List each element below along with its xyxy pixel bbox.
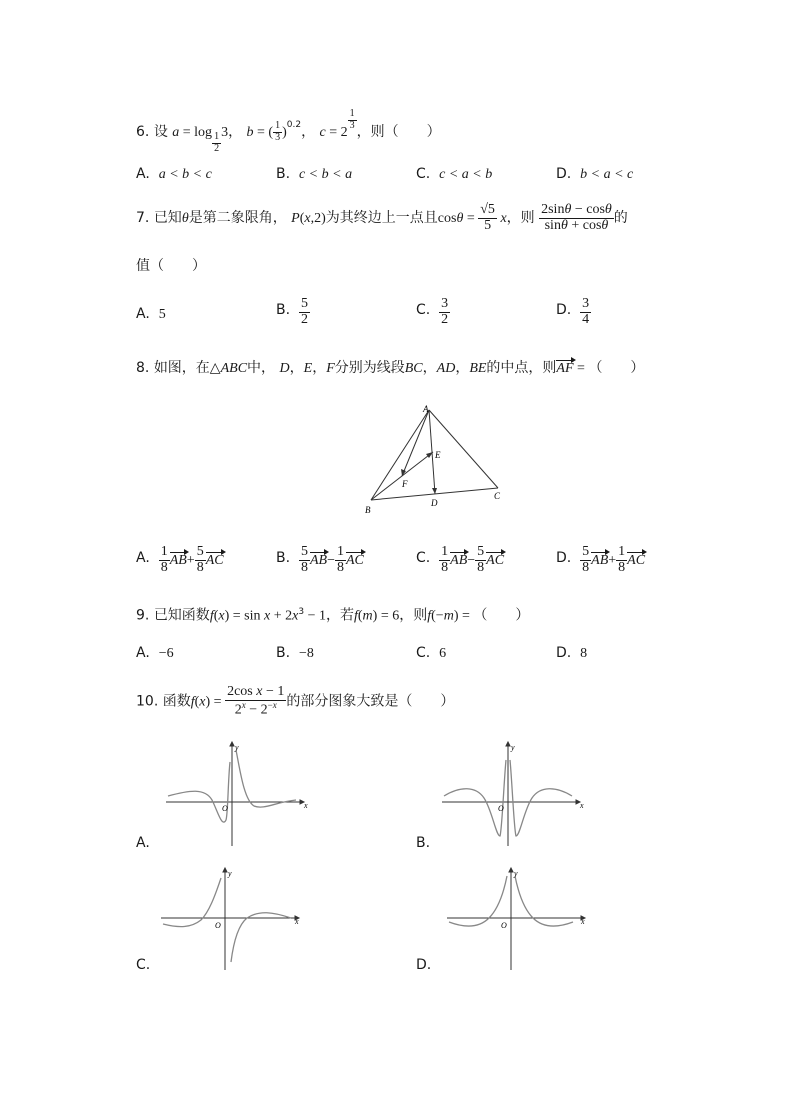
q8-option-a[interactable]: A. $\frac{1}{8}$ AB+ $\frac{5}{8}$ AC	[136, 544, 224, 575]
label-e: E	[435, 450, 441, 460]
q7-number: 7.	[136, 210, 150, 227]
q9-option-c[interactable]: C. 6	[416, 645, 447, 661]
svg-text:x: x	[581, 917, 585, 926]
q7-option-a[interactable]: A. 5	[136, 306, 166, 322]
label-a: A	[423, 404, 429, 414]
q10-graph-a	[160, 740, 310, 850]
q9-number: 9.	[136, 607, 150, 624]
q6-a-def: a	[172, 125, 180, 141]
q10-stem: 10. 函数f(x) = $\frac{\text{2cos x − 1}}{2^x - 2^{-x}}$ 的部分图象大致是（ ）	[136, 684, 455, 718]
q7-option-d[interactable]: D. $\frac{3}{4}$	[556, 296, 590, 327]
q9-option-b[interactable]: B. −8	[276, 645, 314, 661]
q7-option-b[interactable]: B. $\frac{5}{2}$	[276, 296, 308, 327]
q10-number: 10.	[136, 693, 159, 710]
q6-stem: 6. 设 a = log $_{\frac{1}{2}}$ 3， b = ( $\frac{1}{3}$ )$^{0.2}$， c = 2 $^{\frac{1}{3}}$ ，则（ ）	[136, 108, 441, 154]
q6-option-c[interactable]: C. c < a < b	[416, 166, 493, 182]
q10-graph-c	[155, 866, 305, 976]
svg-text:x: x	[295, 917, 299, 926]
side-ab	[371, 410, 429, 500]
svg-text:x: x	[580, 801, 584, 810]
q10-option-a[interactable]: A.	[136, 835, 150, 851]
svg-text:x: x	[304, 801, 308, 810]
q9-stem: 9. 已知函数$f(x) = \sin x + 2x^3 - 1$，若f(m) = 6，则f(−m) = （ ）	[136, 607, 530, 624]
svg-text:O: O	[498, 804, 504, 813]
q9-option-d[interactable]: D. 8	[556, 645, 588, 661]
q10-option-d[interactable]: D.	[416, 957, 432, 973]
q10-graph-b	[440, 740, 590, 850]
q8-stem: 8. 如图，在△ABC中， D，E，F分别为线段BC，AD，BE的中点，则AF = （ ）	[136, 360, 645, 376]
q7-line2: 值（ ）	[136, 258, 206, 274]
q6-option-d[interactable]: D. b < a < c	[556, 166, 634, 182]
q7-options	[136, 297, 696, 333]
q8-option-b[interactable]: B. $\frac{5}{8}$ AB− $\frac{1}{8}$ AC	[276, 544, 364, 575]
q8-triangle-figure	[355, 400, 515, 520]
q10-option-b[interactable]: B.	[416, 835, 431, 851]
svg-text:y: y	[514, 869, 518, 878]
q8-number: 8.	[136, 360, 150, 376]
svg-text:O: O	[222, 804, 228, 813]
label-b: B	[365, 505, 371, 515]
svg-text:y: y	[228, 869, 232, 878]
q7-stem: 7. 已知θ是第二象限角， P(x,2)为其终边上一点且cosθ = $\frac{√5}{5}$ x，则 $\frac{2\sin\theta - \cos\theta}{\sin\theta + \cos\theta}$ 的	[136, 202, 628, 233]
q9-option-a[interactable]: A. −6	[136, 645, 174, 661]
q7-option-c[interactable]: C. $\frac{3}{2}$	[416, 296, 449, 327]
q6-option-a[interactable]: A. a < b < c	[136, 166, 212, 182]
q8-option-c[interactable]: C. $\frac{1}{8}$ AB− $\frac{5}{8}$ AC	[416, 544, 505, 575]
svg-text:y: y	[235, 743, 239, 752]
q6-option-b[interactable]: B. c < b < a	[276, 166, 353, 182]
q10-option-c[interactable]: C.	[136, 957, 151, 973]
q6-number: 6.	[136, 124, 150, 141]
side-ac	[429, 410, 498, 488]
svg-text:O: O	[215, 921, 221, 930]
q10-graph-d	[445, 866, 595, 976]
svg-text:y: y	[511, 743, 515, 752]
q8-option-d[interactable]: D. $\frac{5}{8}$ AB+ $\frac{1}{8}$ AC	[556, 544, 646, 575]
label-c: C	[494, 491, 501, 501]
svg-text:O: O	[501, 921, 507, 930]
q8-options	[136, 545, 696, 581]
label-d: D	[431, 498, 438, 508]
label-f: F	[402, 479, 408, 489]
